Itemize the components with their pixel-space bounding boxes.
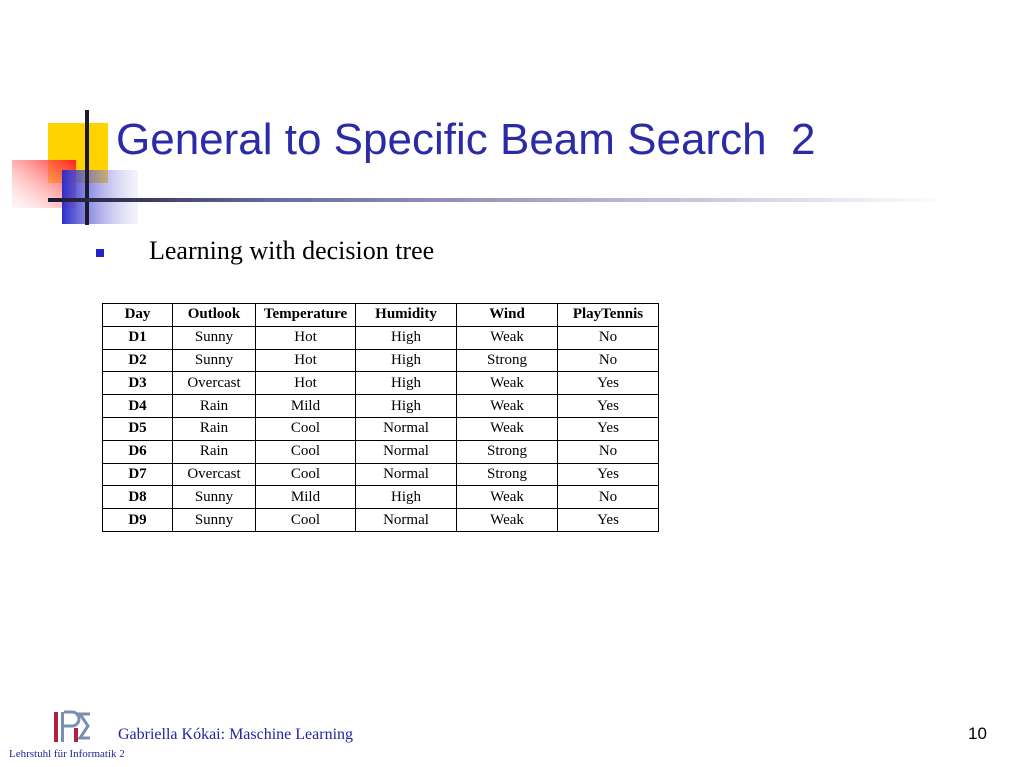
table-row xyxy=(103,509,659,532)
cell-wind: Strong xyxy=(457,440,558,463)
cell-temperature: Cool xyxy=(256,463,356,486)
table-header-row xyxy=(103,304,659,327)
slide-title: General to Specific Beam Search 2 xyxy=(116,115,816,164)
cell-temperature: Hot xyxy=(256,349,356,372)
header-outlook: Outlook xyxy=(173,304,256,327)
cell-playtennis: No xyxy=(558,486,659,509)
page-number: 10 xyxy=(968,724,987,743)
cell-outlook: Sunny xyxy=(173,486,256,509)
cell-humidity: High xyxy=(356,395,457,418)
cell-playtennis: Yes xyxy=(558,395,659,418)
footer-department: Lehrstuhl für Informatik 2 xyxy=(9,748,125,760)
cell-playtennis: Yes xyxy=(558,372,659,395)
cell-temperature: Mild xyxy=(256,395,356,418)
cell-day: D8 xyxy=(103,486,173,509)
cell-day: D6 xyxy=(103,440,173,463)
cell-playtennis: No xyxy=(558,349,659,372)
header-wind: Wind xyxy=(457,304,558,327)
table-row xyxy=(103,326,659,349)
cell-humidity: Normal xyxy=(356,440,457,463)
table-row xyxy=(103,372,659,395)
cell-wind: Weak xyxy=(457,326,558,349)
cell-temperature: Hot xyxy=(256,372,356,395)
cell-outlook: Rain xyxy=(173,395,256,418)
header-playtennis: PlayTennis xyxy=(558,304,659,327)
cell-humidity: High xyxy=(356,372,457,395)
table-row xyxy=(103,417,659,440)
table-row xyxy=(103,486,659,509)
bullet-text: Learning with decision tree xyxy=(149,236,435,265)
cell-temperature: Cool xyxy=(256,417,356,440)
cell-outlook: Rain xyxy=(173,417,256,440)
cell-playtennis: Yes xyxy=(558,417,659,440)
cell-outlook: Sunny xyxy=(173,349,256,372)
cell-outlook: Overcast xyxy=(173,463,256,486)
header-humidity: Humidity xyxy=(356,304,457,327)
cell-day: D9 xyxy=(103,509,173,532)
cell-day: D4 xyxy=(103,395,173,418)
table-row xyxy=(103,463,659,486)
cell-playtennis: Yes xyxy=(558,509,659,532)
cell-wind: Weak xyxy=(457,372,558,395)
footer-author: Gabriella Kókai: Maschine Learning xyxy=(118,726,354,743)
cell-humidity: High xyxy=(356,349,457,372)
cell-humidity: Normal xyxy=(356,463,457,486)
bullet-item xyxy=(96,234,434,268)
cell-playtennis: No xyxy=(558,440,659,463)
cell-humidity: Normal xyxy=(356,509,457,532)
cell-wind: Strong xyxy=(457,463,558,486)
department-logo xyxy=(52,710,94,744)
cell-playtennis: Yes xyxy=(558,463,659,486)
cell-day: D5 xyxy=(103,417,173,440)
cell-outlook: Overcast xyxy=(173,372,256,395)
cell-day: D3 xyxy=(103,372,173,395)
cell-temperature: Cool xyxy=(256,440,356,463)
cell-wind: Weak xyxy=(457,509,558,532)
cell-outlook: Sunny xyxy=(173,326,256,349)
cell-humidity: Normal xyxy=(356,417,457,440)
cell-wind: Strong xyxy=(457,349,558,372)
header-temperature: Temperature xyxy=(256,304,356,327)
header-day: Day xyxy=(103,304,173,327)
cell-wind: Weak xyxy=(457,417,558,440)
bullet-square-icon xyxy=(96,249,104,257)
cell-day: D1 xyxy=(103,326,173,349)
cell-temperature: Cool xyxy=(256,509,356,532)
cell-humidity: High xyxy=(356,326,457,349)
cell-wind: Weak xyxy=(457,395,558,418)
table-row xyxy=(103,349,659,372)
cell-playtennis: No xyxy=(558,326,659,349)
table-row xyxy=(103,440,659,463)
cell-wind: Weak xyxy=(457,486,558,509)
cell-temperature: Mild xyxy=(256,486,356,509)
table-row xyxy=(103,395,659,418)
cell-day: D2 xyxy=(103,349,173,372)
play-tennis-table xyxy=(102,303,659,532)
cell-outlook: Rain xyxy=(173,440,256,463)
cell-outlook: Sunny xyxy=(173,509,256,532)
cell-day: D7 xyxy=(103,463,173,486)
cell-humidity: High xyxy=(356,486,457,509)
cell-temperature: Hot xyxy=(256,326,356,349)
